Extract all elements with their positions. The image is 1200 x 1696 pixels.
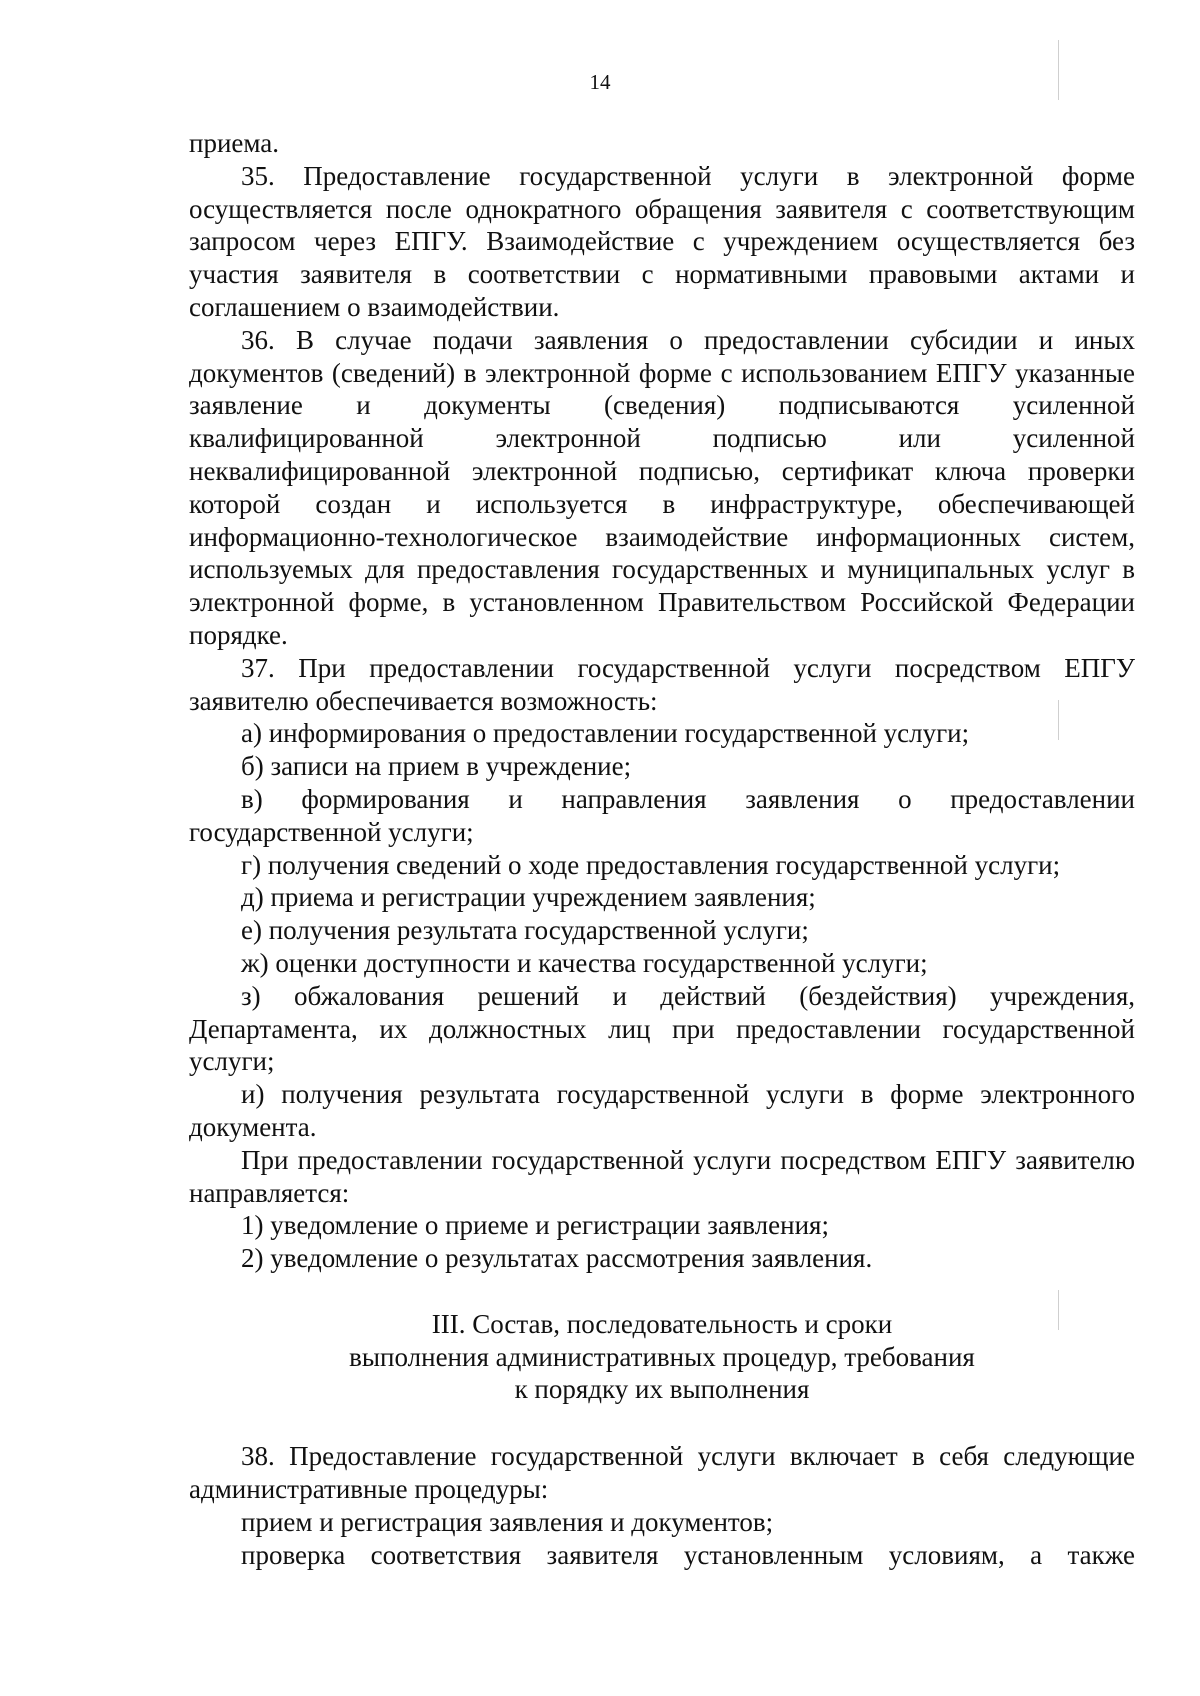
section-heading-line-1: III. Состав, последовательность и сроки xyxy=(431,1308,893,1339)
paragraph: При предоставлении государственной услуги посредством ЕПГУ заявителю направляется: xyxy=(189,1144,1135,1208)
paragraph: прием и регистрация заявления и документов; xyxy=(241,1506,774,1537)
paragraph: в) формирования и направления заявления о предоставлении государственной услуги; xyxy=(189,783,1135,847)
section-heading xyxy=(189,1308,1135,1406)
section-heading-line-2: выполнения административных процедур, требования xyxy=(349,1341,975,1372)
scan-edge-mark xyxy=(1058,40,1059,100)
paragraph: 35. Предоставление государственной услуги в электронной форме осуществляется после однократного обращения заявителя с соответствующим запросом через ЕПГУ. Взаимодействие с учреждением осуществляется без участия заявителя в соответствии с нормативными правовыми актами и соглашением о взаимодействии. xyxy=(189,160,1135,322)
paragraph: приема. xyxy=(189,128,280,158)
paragraph: 2) уведомление о результатах рассмотрения заявления. xyxy=(241,1243,873,1274)
paragraph: д) приема и регистрации учреждением заявления; xyxy=(241,882,816,913)
paragraph: проверка соответствия заявителя установленным условиям, а также xyxy=(241,1539,1135,1570)
page-number: 14 xyxy=(589,70,611,94)
paragraph: е) получения результата государственной услуги; xyxy=(241,915,809,946)
paragraph: г) получения сведений о ходе предоставления государственной услуги; xyxy=(241,849,1061,880)
paragraphs-before-heading xyxy=(189,127,1135,1275)
paragraph: 36. В случае подачи заявления о предоставлении субсидии и иных документов (сведений) в электронной форме с использованием ЕПГУ указанные заявление и документы (сведения) подписываются усиленной квалифицированной электронной подписью или усиленной неквалифицированной электронной подписью, сертификат ключа проверки которой создан и используется в инфраструктуре, обеспечивающей информационно-технологическое взаимодействие информационных систем, используемых для предоставления государственных и муниципальных услуг в электронной форме, в установленном Правительством Российской Федерации порядке. xyxy=(189,324,1135,650)
paragraph: 1) уведомление о приеме и регистрации заявления; xyxy=(241,1210,829,1241)
scan-edge-mark xyxy=(1058,1290,1059,1330)
scan-edge-mark xyxy=(1058,700,1059,740)
paragraph: 38. Предоставление государственной услуги включает в себя следующие административные процедуры: xyxy=(189,1441,1135,1505)
paragraph: ж) оценки доступности и качества государственной услуги; xyxy=(241,947,928,978)
paragraph: а) информирования о предоставлении государственной услуги; xyxy=(241,718,970,749)
paragraph: з) обжалования решений и действий (бездействия) учреждения, Департамента, их должностных лиц при предоставлении государственной услуги; xyxy=(189,980,1135,1077)
paragraph: 37. При предоставлении государственной услуги посредством ЕПГУ заявителю обеспечивается возможность: xyxy=(189,652,1135,716)
paragraph: и) получения результата государственной услуги в форме электронного документа. xyxy=(189,1079,1135,1142)
document-body xyxy=(189,127,1135,1571)
paragraph: б) записи на прием в учреждение; xyxy=(241,751,632,782)
section-heading-line-3: к порядку их выполнения xyxy=(514,1374,810,1405)
paragraphs-after-heading xyxy=(189,1440,1135,1571)
